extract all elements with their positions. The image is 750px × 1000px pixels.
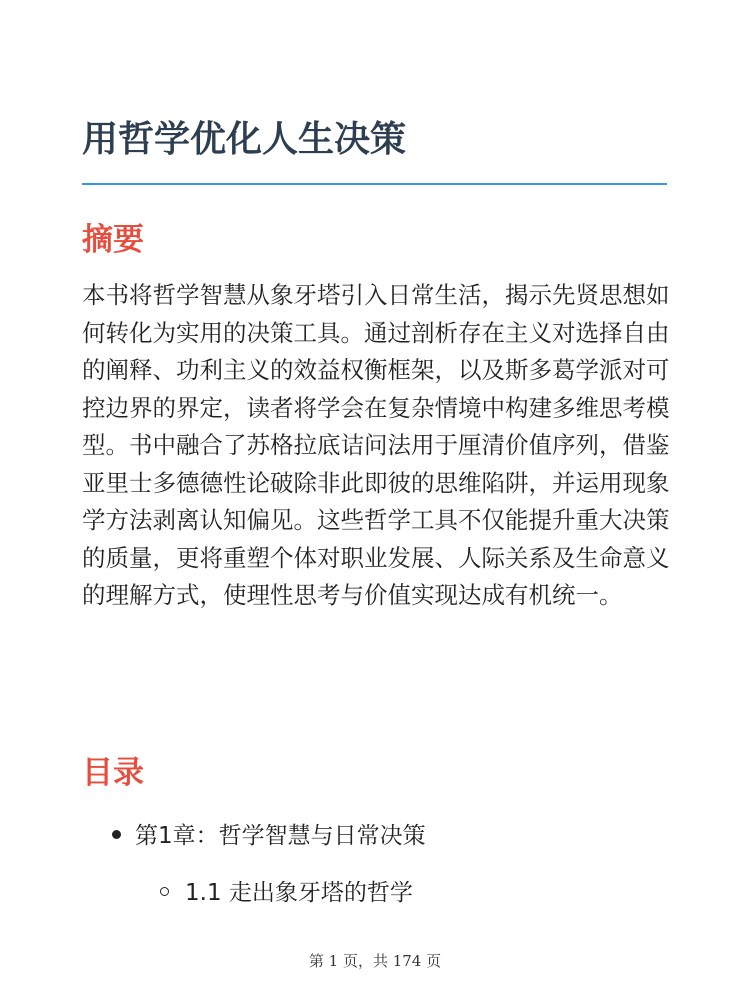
bullet-circle-icon xyxy=(160,887,169,896)
toc-heading: 目录 xyxy=(82,755,144,791)
title-divider xyxy=(82,183,667,185)
document-title: 用哲学优化人生决策 xyxy=(82,119,407,160)
abstract-paragraph: 本书将哲学智慧从象牙塔引入日常生活，揭示先贤思想如何转化为实用的决策工具。通过剖析存在主义对选择自由的阐释、功利主义的效益权衡框架，以及斯多葛学派对可控边界的界定，读者将学会在复杂情境中构建多维思考模型。书中融合了苏格拉底诘问法用于厘清价值序列，借鉴亚里士多德德性论破除非此即彼的思维陷阱，并运用现象学方法剥离认知偏见。这些哲学工具不仅能提升重大决策的质量，更将重塑个体对职业发展、人际关系及生命意义的理解方式，使理性思考与价值实现达成有机统一。 xyxy=(82,281,670,609)
abstract-heading: 摘要 xyxy=(82,222,144,258)
toc-item-label: 第1章：哲学智慧与日常决策 xyxy=(135,823,426,849)
page-number: 第 1 页，共 174 页 xyxy=(308,952,442,970)
bullet-disc-icon xyxy=(112,830,121,839)
toc-item-label: 1.1 走出象牙塔的哲学 xyxy=(185,880,413,906)
toc-item-section-1-1[interactable] xyxy=(160,875,413,911)
toc-item-chapter-1[interactable] xyxy=(112,818,426,854)
